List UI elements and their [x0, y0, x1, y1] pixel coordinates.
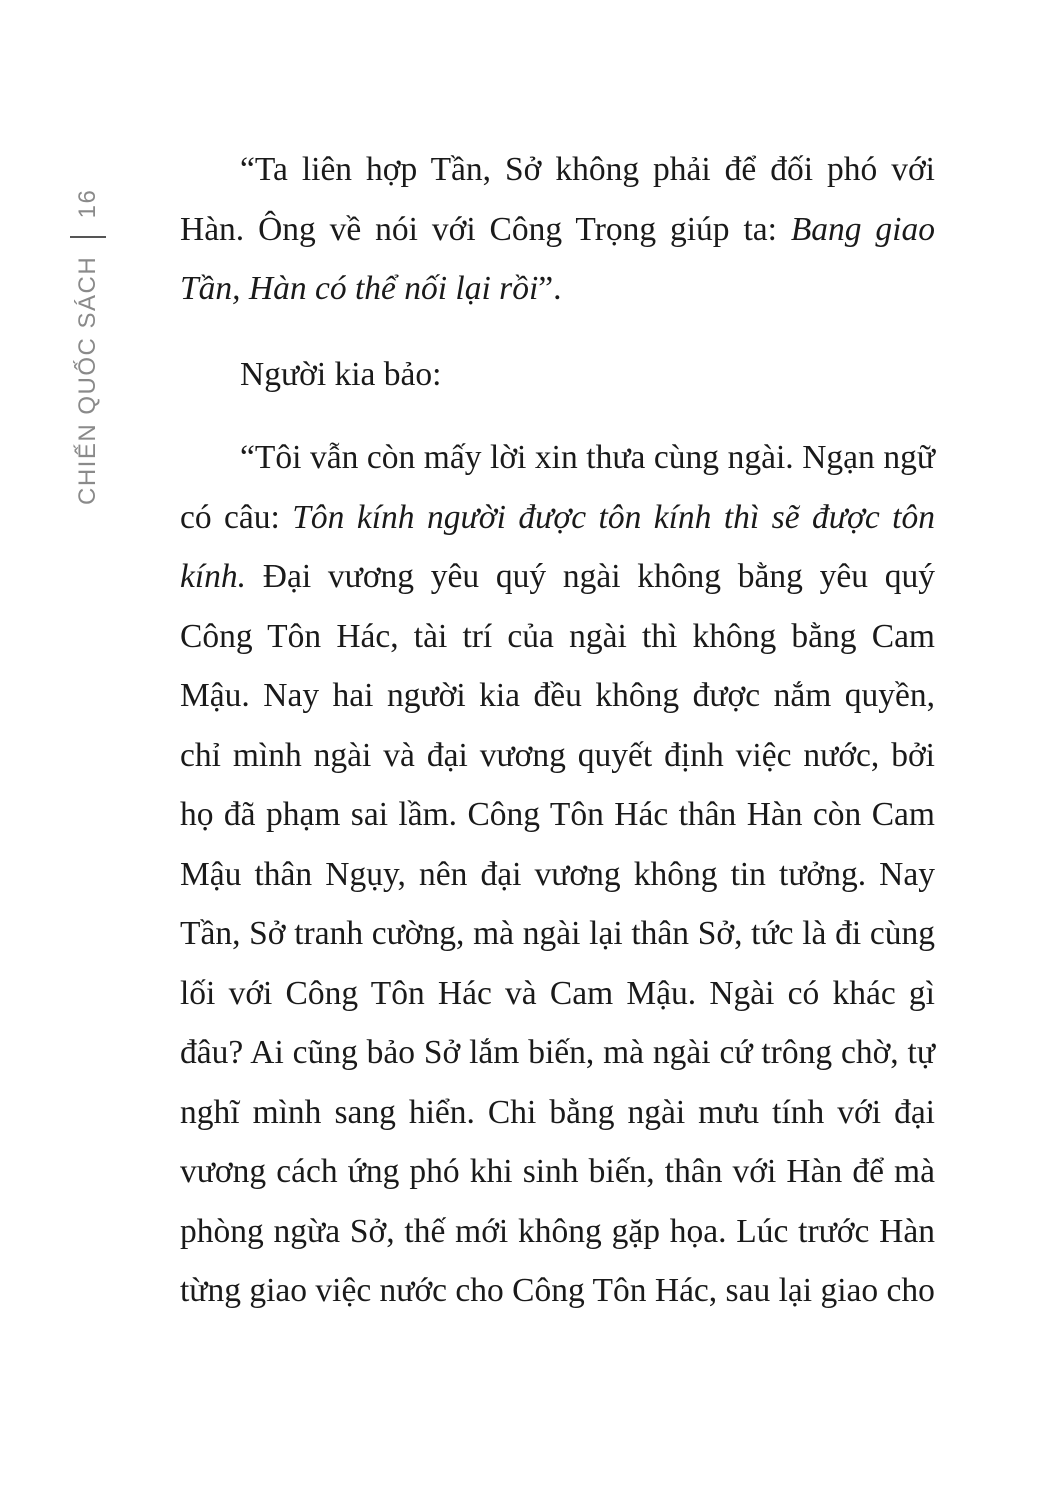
body-text: [180, 140, 935, 1321]
running-head-rotated: [58, 135, 118, 505]
paragraph-speech: [180, 428, 935, 1321]
page-number: 16: [74, 188, 101, 219]
paragraph-text: “Tôi vẫn còn mấy lời xin thưa cùng ngài. Ngạn ngữ có câu:: [180, 439, 935, 536]
italic-proverb: Tôn kính người được tôn kính thì sẽ được tôn kính.: [180, 498, 935, 595]
paragraph-speaker: [180, 345, 935, 405]
paragraph-text: “Ta liên hợp Tần, Sở không phải để đối phó với Hàn. Ông về nói với Công Trọng giúp ta:: [180, 151, 935, 248]
running-head: [58, 135, 118, 505]
paragraph-text-end: ”.: [538, 270, 562, 307]
header-separator: [70, 236, 106, 238]
book-title: CHIẾN QUỐC SÁCH: [74, 255, 101, 505]
paragraph-text-end: Đại vương yêu quý ngài không bằng yêu quý Công Tôn Hác, tài trí của ngài thì không bằng Cam Mậu. Nay hai người kia đều không được nắm quyền, chỉ mình ngài và đại vương quyết định việc nước, bởi họ đã phạm sai lầm. Công Tôn Hác thân Hàn còn Cam Mậu thân Ngụy, nên đại vương không tin tưởng. Nay Tần, Sở tranh cường, mà ngài lại thân Sở, tức là đi cùng lối với Công Tôn Hác và Cam Mậu. Ngài có khác gì đâu? Ai cũng bảo Sở lắm biến, mà ngài cứ trông chờ, tự nghĩ mình sang hiển. Chi bằng ngài mưu tính với đại vương cách ứng phó khi sinh biến, thân với Hàn để mà phòng ngừa Sở, thế mới không gặp họa. Lúc trước Hàn từng giao việc nước cho Công Tôn Hác, sau lại giao cho: [180, 558, 935, 1309]
paragraph-text: Người kia bảo:: [240, 355, 442, 393]
paragraph-quote-reply: [180, 140, 935, 319]
italic-quote: Bang giao Tần, Hàn có thể nối lại rồi: [180, 210, 935, 307]
